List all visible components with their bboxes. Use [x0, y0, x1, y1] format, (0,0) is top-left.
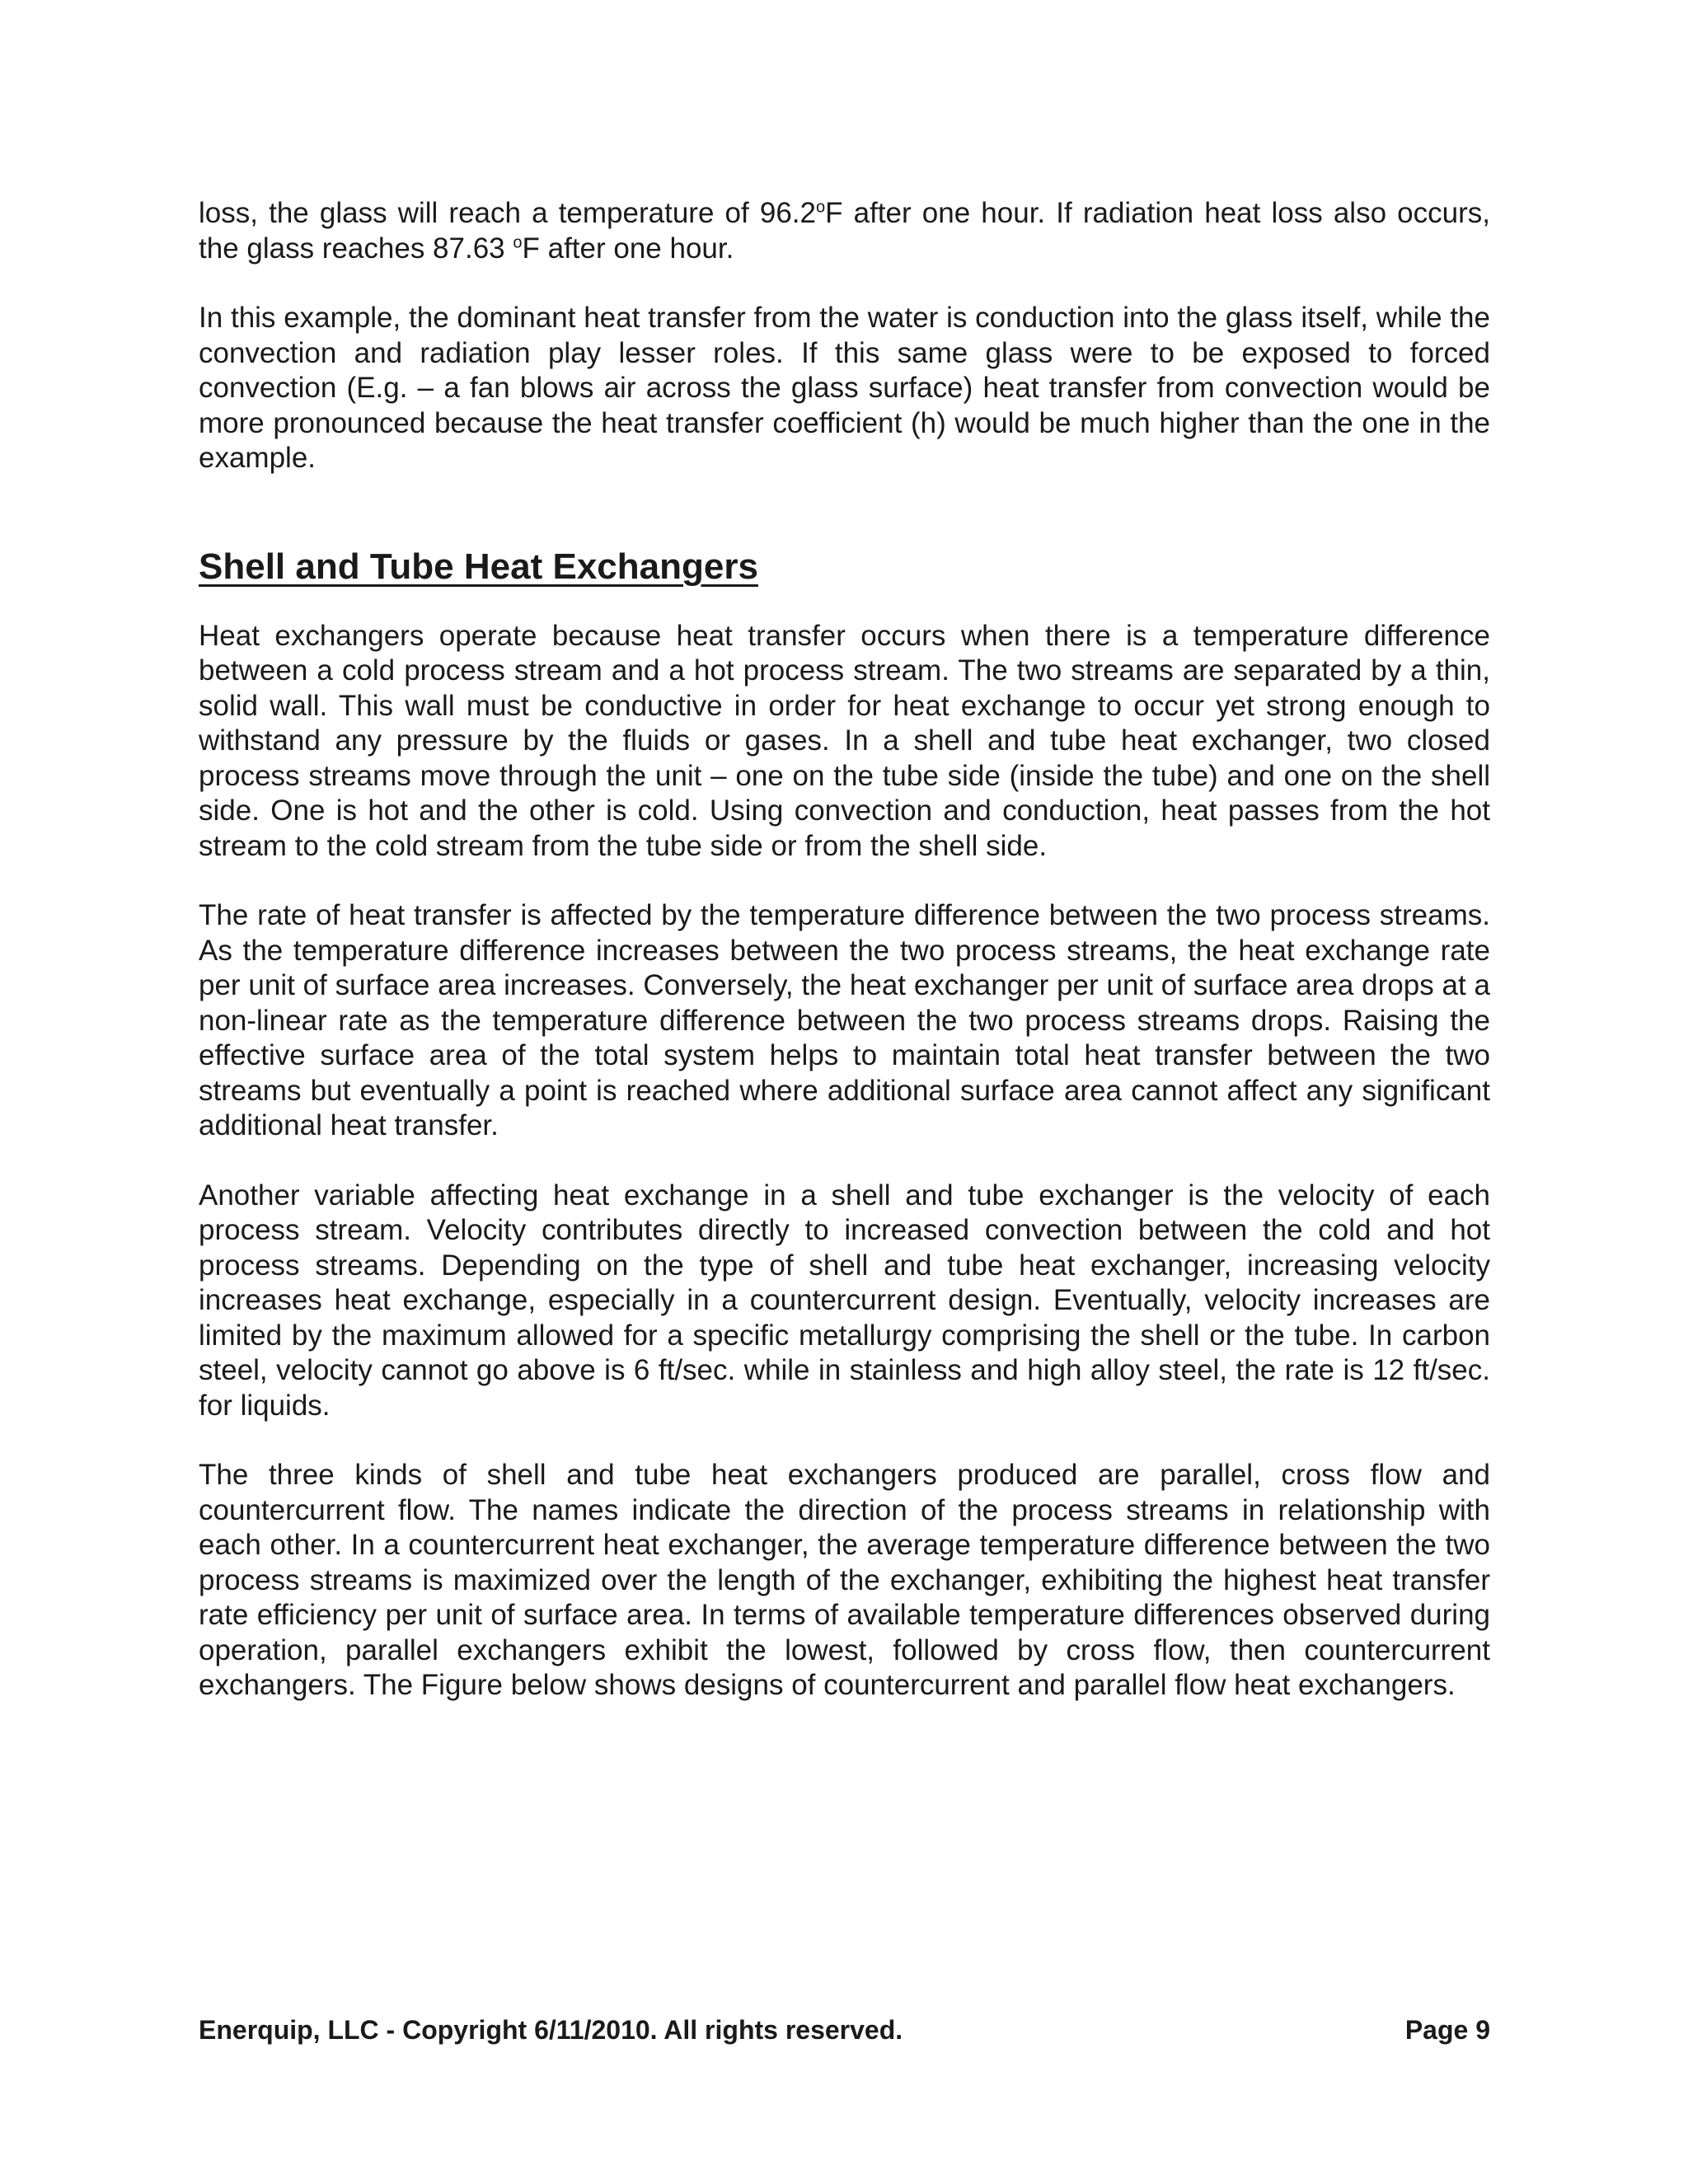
degree-superscript: o [815, 198, 826, 217]
section-paragraph-2: The rate of heat transfer is affected by the temperature difference between the two process streams. As the temperature difference increases between the two process streams, the heat exchange rate per unit of surface area increases. Conversely, the heat exchanger per unit of surface area drops at a non-linear rate as the temperature difference between the two process streams drops. Raising the effective surface area of the total system helps to maintain total heat transfer between the two streams but eventually a point is reached where additional surface area cannot affect any significant additional heat transfer. [199, 899, 1490, 1141]
section-paragraph-4: The three kinds of shell and tube heat exchangers produced are parallel, cross flow and countercurrent flow. The names indicate the direction of the process streams in relationship with each other. In a countercurrent heat exchanger, the average temperature difference between the two process streams is maximized over the length of the exchanger, exhibiting the highest heat transfer rate efficiency per unit of surface area. In terms of available temperature differences observed during operation, parallel exchangers exhibit the lowest, followed by cross flow, then countercurrent exchangers. The Figure below shows designs of countercurrent and parallel flow heat exchangers. [199, 1459, 1490, 1701]
section-heading: Shell and Tube Heat Exchangers [199, 546, 758, 587]
page-footer [199, 2013, 1490, 2046]
intro-paragraph-1 [199, 196, 1490, 266]
intro-text-part-3: F after one hour. [522, 232, 734, 265]
degree-superscript: o [513, 232, 523, 251]
document-body [199, 196, 1490, 1704]
intro-text-part-2: F after one hour. If radiation heat loss also occurs, the glass reaches 87.63 [199, 197, 1490, 265]
intro-text-part-1: loss, the glass will reach a temperature of 96.2 [199, 197, 816, 229]
intro-paragraph-2: In this example, the dominant heat transfer from the water is conduction into the glass itself, while the convection and radiation play lesser roles. If this same glass were to be exposed to forced convection (E.g. – a fan blows air across the glass surface) heat transfer from convection would be more pronounced because the heat transfer coefficient (h) would be much higher than the one in the example. [199, 302, 1490, 474]
section-paragraph-1: Heat exchangers operate because heat transfer occurs when there is a temperature difference between a cold process stream and a hot process stream. The two streams are separated by a thin, solid wall. This wall must be conductive in order for heat exchange to occur yet strong enough to withstand any pressure by the fluids or gases. In a shell and tube heat exchanger, two closed process streams move through the unit – one on the tube side (inside the tube) and one on the shell side. One is hot and the other is cold. Using convection and conduction, heat passes from the hot stream to the cold stream from the tube side or from the shell side. [199, 619, 1490, 862]
footer-copyright: Enerquip, LLC - Copyright 6/11/2010. All rights reserved. [199, 2015, 903, 2045]
footer-page-number: Page 9 [1404, 2015, 1490, 2045]
section-paragraph-3: Another variable affecting heat exchange in a shell and tube exchanger is the velocity of each process stream. Velocity contributes directly to increased convection between the cold and hot process streams. Depending on the type of shell and tube heat exchanger, increasing velocity increases heat exchange, especially in a countercurrent design. Eventually, velocity increases are limited by the maximum allowed for a specific metallurgy comprising the shell or the tube. In carbon steel, velocity cannot go above is 6 ft/sec. while in stainless and high alloy steel, the rate is 12 ft/sec. for liquids. [199, 1179, 1490, 1422]
